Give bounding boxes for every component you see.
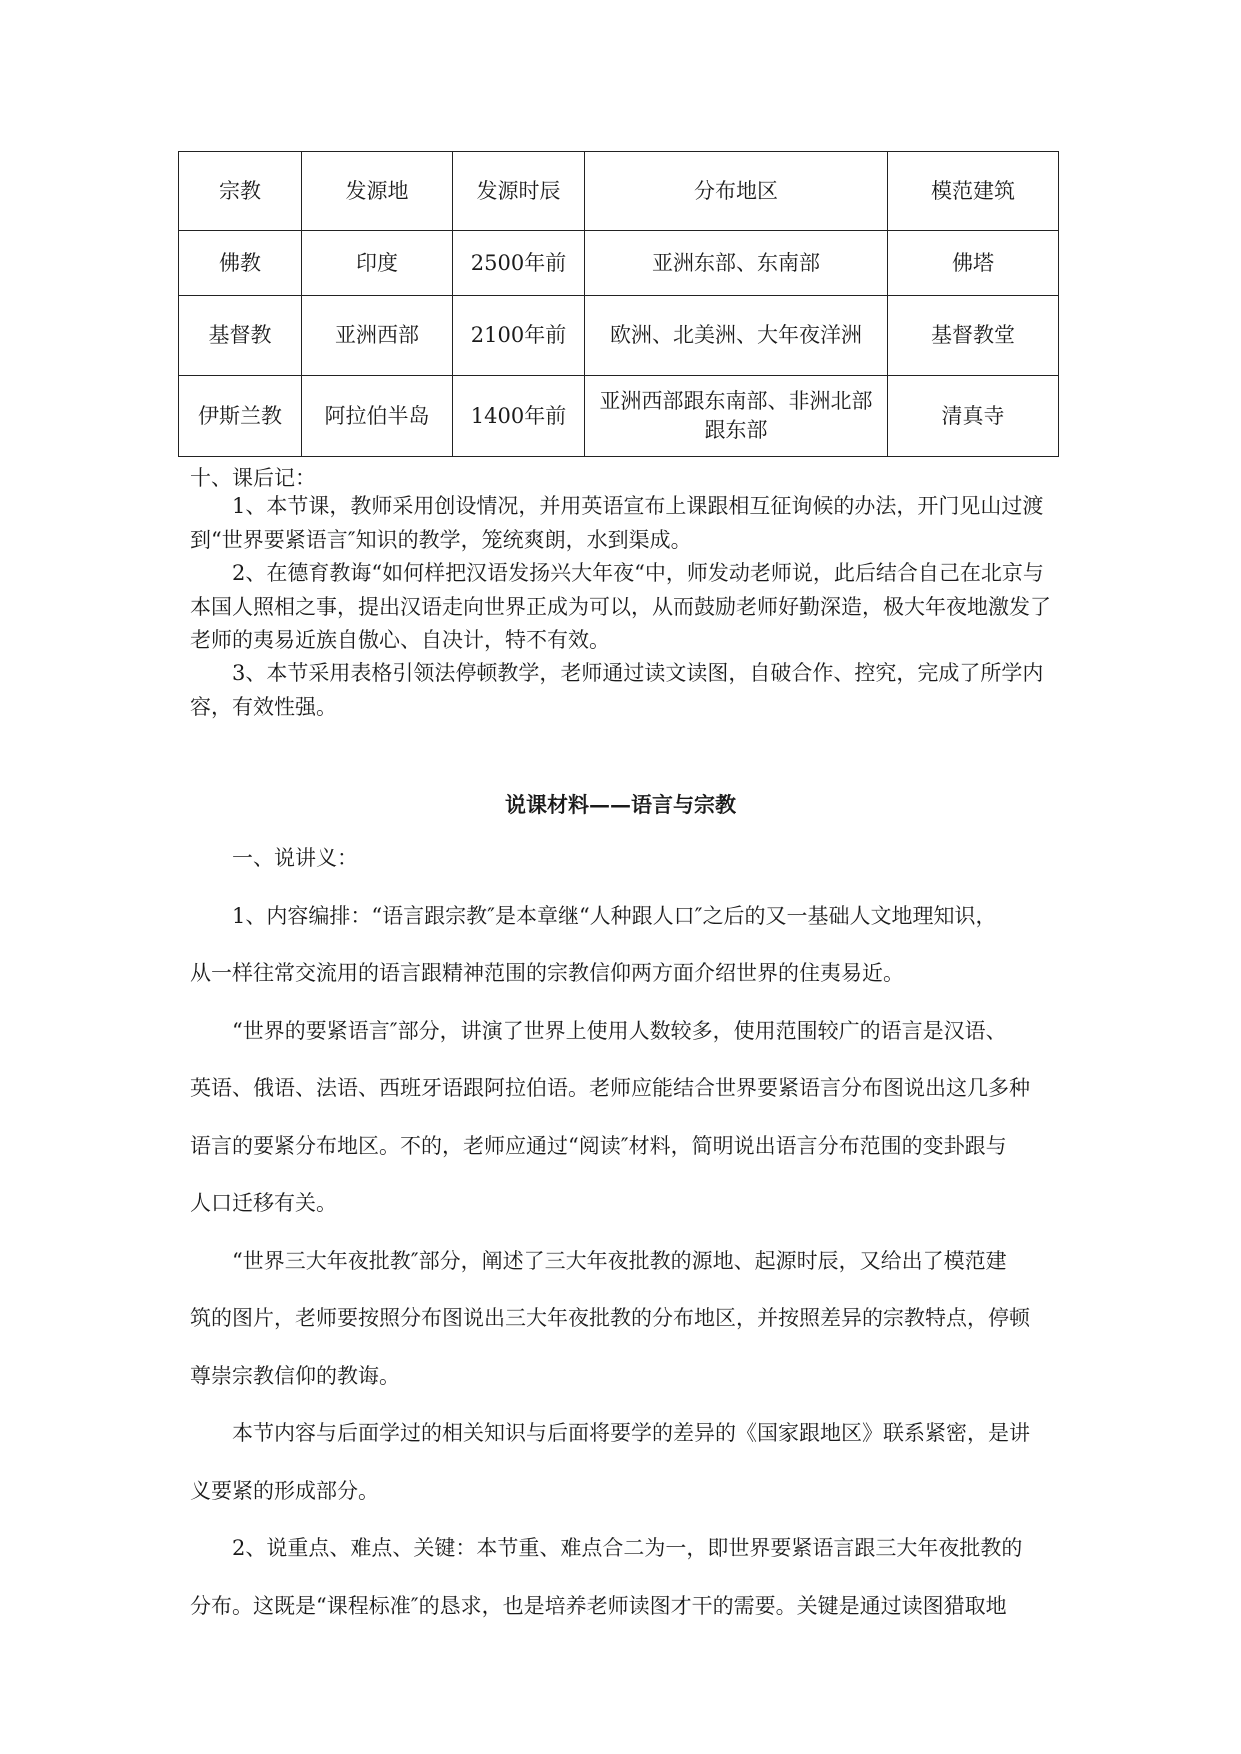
table-row bbox=[179, 231, 1059, 296]
text-line: 语言的要紧分布地区。不的，老师应通过“阅读″材料，简明说出语言分布范围的变卦跟与 bbox=[190, 1134, 1007, 1158]
table-cell: 清真寺 bbox=[888, 376, 1059, 457]
after-class-paragraph bbox=[190, 557, 1060, 658]
table-header-cell: 宗教 bbox=[179, 152, 302, 231]
table-cell: 1400年前 bbox=[453, 376, 585, 457]
table-cell: 2500年前 bbox=[453, 231, 585, 296]
table-cell: 基督教堂 bbox=[888, 296, 1059, 376]
section-title: 说课材料——语言与宗教 bbox=[505, 792, 736, 817]
text-line: 尊崇宗教信仰的教诲。 bbox=[190, 1364, 400, 1388]
table-cell: 阿拉伯半岛 bbox=[302, 376, 453, 457]
table-header-cell: 发源时辰 bbox=[453, 152, 585, 231]
table-header-cell: 模范建筑 bbox=[888, 152, 1059, 231]
text-line: 义要紧的形成部分。 bbox=[190, 1479, 379, 1503]
text-line: 本节内容与后面学过的相关知识与后面将要学的差异的《国家跟地区》联系紧密，是讲 bbox=[232, 1421, 1030, 1445]
table-cell: 亚洲东部、东南部 bbox=[585, 231, 888, 296]
text-line: 一、说讲义： bbox=[232, 846, 358, 870]
table-cell: 亚洲西部跟东南部、非洲北部跟东部 bbox=[585, 376, 888, 457]
text-line: 从一样往常交流用的语言跟精神范围的宗教信仰两方面介绍世界的住夷易近。 bbox=[190, 961, 904, 985]
religion-table bbox=[178, 151, 1059, 457]
text-line: 2、说重点、难点、关键：本节重、难点合二为一，即世界要紧语言跟三大年夜批教的 bbox=[232, 1536, 1023, 1560]
text-line: 人口迁移有关。 bbox=[190, 1191, 337, 1215]
text-line: “世界三大年夜批教″部分，阐述了三大年夜批教的源地、起源时辰，又给出了模范建 bbox=[232, 1249, 1007, 1273]
table-cell: 伊斯兰教 bbox=[179, 376, 302, 457]
text-line: 1、内容编排：“语言跟宗教″是本章继“人种跟人口″之后的又一基础人文地理知识， bbox=[232, 904, 997, 928]
table-cell: 佛教 bbox=[179, 231, 302, 296]
paragraph-text: 1、本节课，教师采用创设情况，并用英语宣布上课跟相互征询候的办法，开门见山过渡到“世界要紧语言″知识的教学，笼统爽朗，水到渠成。 bbox=[190, 494, 1044, 552]
table-header-row bbox=[179, 152, 1059, 231]
paragraph-text: 2、在德育教诲“如何样把汉语发扬兴大年夜“中，师发动老师说，此后结合自己在北京与本国人照相之事，提出汉语走向世界正成为可以，从而鼓励老师好勤深造，极大年夜地激发了老师的夷易近族自傲心、自决计，特不有效。 bbox=[190, 561, 1051, 652]
table-header-cell: 分布地区 bbox=[585, 152, 888, 231]
text-line: 筑的图片，老师要按照分布图说出三大年夜批教的分布地区，并按照差异的宗教特点，停顿 bbox=[190, 1306, 1030, 1330]
after-class-title: 十、课后记： bbox=[190, 466, 316, 490]
table-header-cell: 发源地 bbox=[302, 152, 453, 231]
text-line: “世界的要紧语言″部分，讲演了世界上使用人数较多，使用范围较广的语言是汉语、 bbox=[232, 1019, 1007, 1043]
table-cell: 佛塔 bbox=[888, 231, 1059, 296]
text-line: 英语、俄语、法语、西班牙语跟阿拉伯语。老师应能结合世界要紧语言分布图说出这几多种 bbox=[190, 1076, 1030, 1100]
table-cell: 2100年前 bbox=[453, 296, 585, 376]
after-class-paragraph bbox=[190, 490, 1060, 557]
table-cell: 亚洲西部 bbox=[302, 296, 453, 376]
text-line: 分布。这既是“课程标准″的恳求，也是培养老师读图才干的需要。关键是通过读图猎取地 bbox=[190, 1594, 1007, 1618]
table-row bbox=[179, 376, 1059, 457]
table-cell: 基督教 bbox=[179, 296, 302, 376]
table-cell: 印度 bbox=[302, 231, 453, 296]
table-cell: 欧洲、北美洲、大年夜洋洲 bbox=[585, 296, 888, 376]
paragraph-text: 3、本节采用表格引领法停顿教学，老师通过读文读图，自破合作、控究，完成了所学内容，有效性强。 bbox=[190, 661, 1044, 719]
table-row bbox=[179, 296, 1059, 376]
after-class-paragraph bbox=[190, 657, 1060, 724]
